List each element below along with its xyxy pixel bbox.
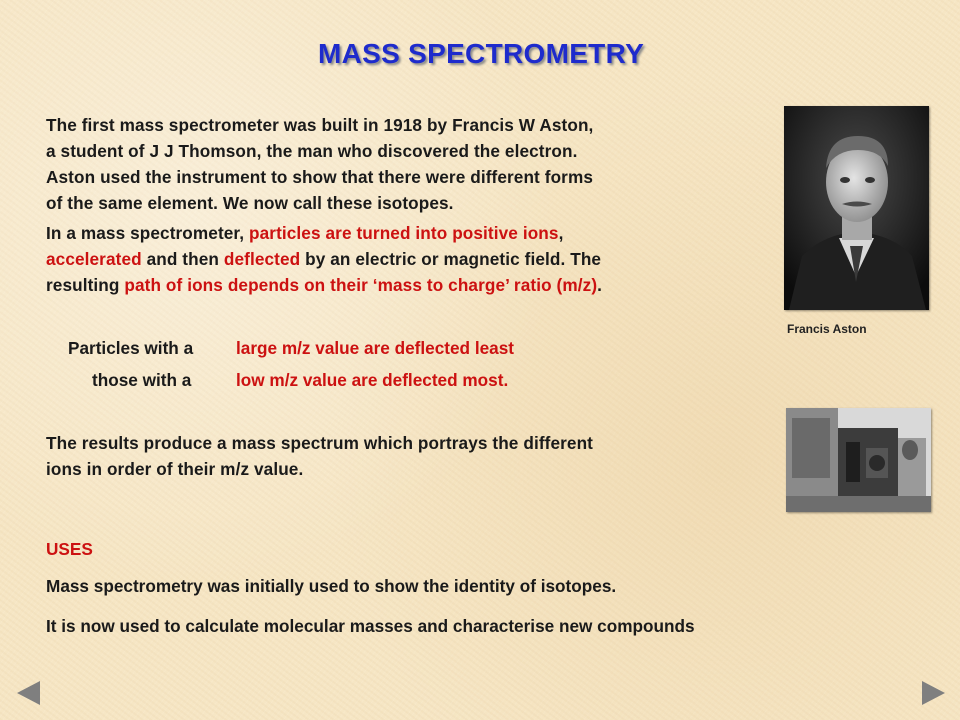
previous-slide-icon[interactable]: [17, 681, 40, 705]
process-text: ,: [558, 223, 564, 243]
process-highlight: deflected: [223, 249, 301, 269]
deflection-low-text: low m/z value are deflected most.: [236, 370, 509, 390]
photo-caption: Francis Aston: [787, 322, 867, 336]
portrait-photo: [784, 106, 929, 310]
uses-line: It is now used to calculate molecular masses and characterise new compounds: [46, 616, 695, 636]
process-highlight: accelerated: [46, 249, 142, 269]
process-line: [46, 220, 746, 246]
results-line: The results produce a mass spectrum which portrays the different: [46, 433, 593, 453]
deflection-large-prefix: Particles with a: [68, 338, 194, 358]
intro-line: of the same element. We now call these isotopes.: [46, 193, 454, 213]
uses-heading: USES: [46, 539, 93, 559]
process-text: In a mass spectrometer,: [46, 223, 250, 243]
process-text: resulting: [46, 275, 125, 295]
uses-line: Mass spectrometry was initially used to show the identity of isotopes.: [46, 576, 617, 596]
deflection-low-prefix: those with a: [92, 370, 192, 390]
results-line: ions in order of their m/z value.: [46, 459, 304, 479]
next-slide-icon[interactable]: [922, 681, 945, 705]
intro-line: a student of J J Thomson, the man who discovered the electron.: [46, 141, 578, 161]
intro-line: The first mass spectrometer was built in 1918 by Francis W Aston,: [46, 115, 594, 135]
process-text: .: [597, 275, 603, 295]
process-paragraph: [46, 220, 746, 298]
page-title: MASS SPECTROMETRY: [317, 38, 645, 69]
process-text: by an electric or magnetic field. The: [300, 249, 602, 269]
process-line: [46, 272, 746, 298]
process-highlight: path of ions depends on their ‘mass to charge’ ratio (m/z): [124, 275, 598, 295]
process-highlight: particles are turned into positive ions: [249, 223, 559, 243]
deflection-large-text: large m/z value are deflected least: [236, 338, 514, 358]
intro-line: Aston used the instrument to show that there were different forms: [46, 167, 594, 187]
results-paragraph: [46, 430, 746, 482]
laboratory-photo: [786, 408, 931, 512]
intro-paragraph: [46, 112, 746, 216]
process-line: [46, 246, 746, 272]
process-text: and then: [141, 249, 224, 269]
